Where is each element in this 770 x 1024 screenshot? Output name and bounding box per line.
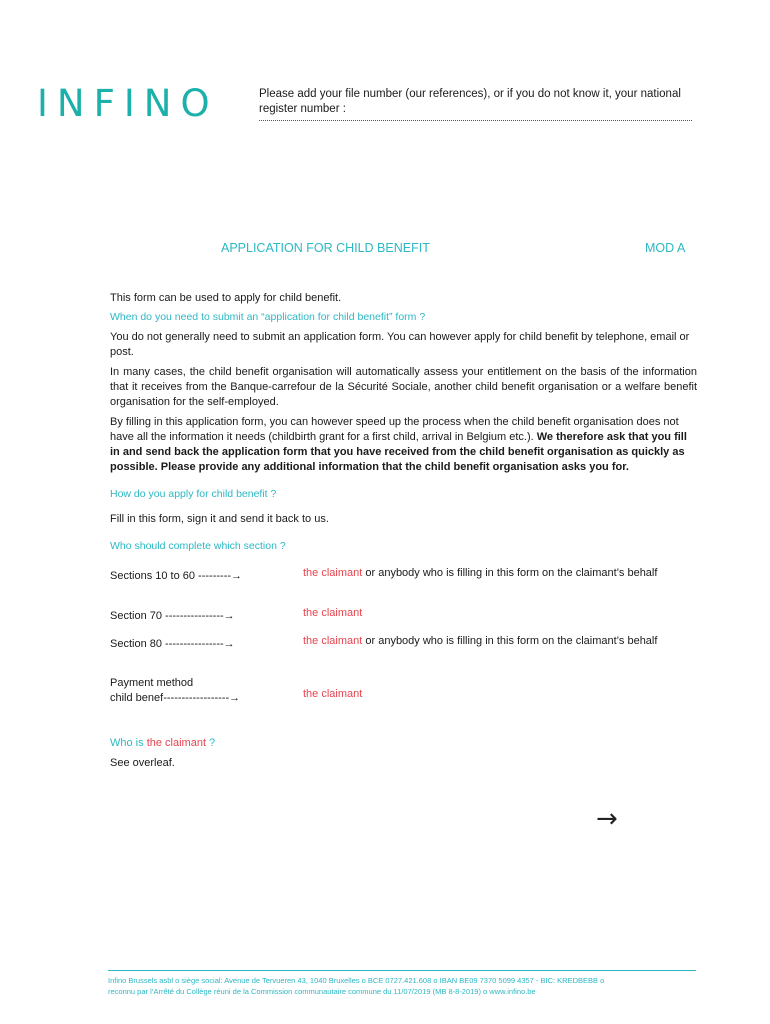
answer-when-p2: In many cases, the child benefit organisation will automatically assess your entitlement on the basis of the information that it receives from the Banque-carrefour de la Sécurité Sociale, another child benefit organisation or a welfare benefit organisation for the self-employed. [110, 366, 697, 408]
question-how: How do you apply for child benefit ? [110, 488, 277, 500]
answer-who-claimant: See overleaf. [110, 757, 175, 769]
section-value [303, 606, 697, 621]
footer [108, 975, 698, 997]
answer-when-p3-bold: We therefore ask that you fill in and send back the application form that you have received from the child benefit organisation as quickly as possible. Please provide any additional information that the child benefit organisation asks you for. [110, 431, 687, 473]
form-body [110, 291, 697, 771]
section-row-payment [110, 676, 697, 736]
footer-divider [108, 970, 696, 971]
q4-highlight: the claimant [146, 737, 206, 749]
section-label: Sections 10 to 60 ---------→ [110, 570, 243, 582]
section-value-rest: or anybody who is filling in this form on the claimant’s behalf [362, 567, 658, 579]
section-value-rest: or anybody who is filling in this form on the claimant’s behalf [362, 635, 658, 647]
claimant-highlight: the claimant [303, 688, 363, 700]
answer-how: Fill in this form, sign it and send it back to us. [110, 513, 329, 525]
answer-when-p3 [110, 415, 697, 475]
section-value [303, 566, 697, 581]
form-code: MOD A [645, 241, 686, 255]
section-value [303, 687, 697, 702]
section-row-10-60 [110, 566, 697, 606]
footer-line1: Infino Brussels asbl o siège social: Avenue de Tervueren 43, 1040 Bruxelles o BCE 0727.421.608 o IBAN BE09 7370 5099 4357 - BIC: KREDBEBB o [108, 976, 605, 985]
question-who-section: Who should complete which section ? [110, 540, 286, 552]
form-title: APPLICATION FOR CHILD BENEFIT [221, 241, 430, 255]
section-row-70 [110, 606, 697, 634]
footer-line2: reconnu par l’Arrêté du Collège réuni de la Commission communautaire commune du 11/07/2019 (MB 8-8-2019) o www.infino.be [108, 987, 536, 996]
answer-when-p1: You do not generally need to submit an application form. You can however apply for child benefit by telephone, email or post. [110, 331, 690, 358]
claimant-highlight: the claimant [303, 607, 363, 619]
infino-logo: INFINO [37, 82, 219, 125]
section-label [110, 676, 240, 706]
q4-suffix: ? [206, 737, 216, 749]
q4-prefix: Who is [110, 737, 147, 749]
section-value [303, 634, 697, 649]
section-label: Section 70 ----------------→ [110, 610, 235, 622]
section-label-line2: child benef------------------→ [110, 692, 241, 704]
section-label: Section 80 ----------------→ [110, 638, 235, 650]
intro-text: This form can be used to apply for child benefit. [110, 292, 342, 304]
question-who-claimant [110, 736, 697, 751]
reference-prompt: Please add your file number (our references), or if you do not know it, your national register number : [259, 88, 681, 115]
next-page-arrow-icon: → [596, 804, 618, 834]
claimant-highlight: the claimant [303, 567, 363, 579]
claimant-highlight: the claimant [303, 635, 363, 647]
question-when: When do you need to submit an “application for child benefit” form ? [110, 311, 426, 323]
section-label-line1: Payment method [110, 677, 194, 689]
answer-when-p3-normal: By filling in this application form, you can however speed up the process when the child benefit organisation does not have all the information it needs (childbirth grant for a first child, arrival in Belgium etc.). [110, 416, 679, 443]
reference-input-line[interactable] [259, 120, 692, 121]
section-row-80 [110, 634, 697, 676]
